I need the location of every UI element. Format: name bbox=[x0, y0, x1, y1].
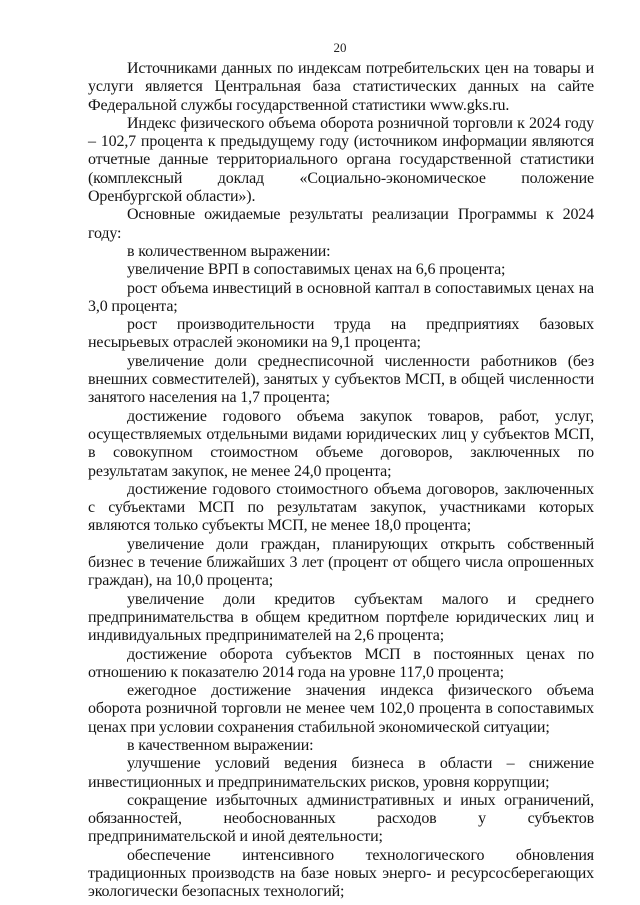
list-item: сокращение избыточных административных и иных ограничений, обязанностей, необоснованных расходов у субъектов предпринимательской и иной деятельности; bbox=[88, 791, 594, 846]
list-item: рост объема инвестиций в основной каптал в сопоставимых ценах на 3,0 процента; bbox=[88, 279, 594, 315]
document-body bbox=[88, 60, 594, 902]
list-item: достижение оборота субъектов МСП в постоянных ценах по отношению к показателю 2014 года на уровне 117,0 процента; bbox=[88, 645, 594, 681]
paragraph-expected-results: Основные ожидаемые результаты реализации Программы к 2024 году: bbox=[88, 206, 594, 242]
page-number: 20 bbox=[333, 40, 347, 55]
list-item: ежегодное достижение значения индекса физического объема оборота розничной торговли не менее чем 102,0 процента в сопоставимых ценах при условии сохранения стабильной экономической ситуации; bbox=[88, 682, 594, 736]
paragraph-retail-index: Индекс физического объема оборота розничной торговли к 2024 году – 102,7 процента к предыдущему году (источником информации являются отчетные данные территориального органа государственной статистики (комплексный доклад «Социально-экономическое положение Оренбургской области»). bbox=[88, 114, 594, 206]
list-item: достижение годового стоимостного объема договоров, заключенных с субъектами МСП по результатам закупок, участниками которых являются только субъекты МСП, не менее 18,0 процента; bbox=[88, 480, 594, 535]
list-item: увеличение доли граждан, планирующих открыть собственный бизнес в течение ближайших 3 лет (процент от общего числа опрошенных граждан), на 10,0 процента; bbox=[88, 535, 594, 590]
list-item: увеличение доли среднесписочной численности работников (без внешних совместителей), занятых у субъектов МСП, в общей численности занятого населения на 1,7 процента; bbox=[88, 352, 594, 407]
list-item: улучшение условий ведения бизнеса в области – снижение инвестиционных и предпринимательских рисков, уровня коррупции; bbox=[88, 755, 594, 791]
list-item: обеспечение интенсивного технологического обновления традиционных производств на базе новых энерго- и ресурсосберегающих экологически безопасных технологий; bbox=[88, 846, 594, 901]
list-item: достижение годового объема закупок товаров, работ, услуг, осуществляемых отдельными видами юридических лиц у субъектов МСП, в совокупном стоимостном объеме договоров, заключенных по результатам закупок, не менее 24,0 процента; bbox=[88, 407, 594, 480]
list-item: увеличение доли кредитов субъектам малого и среднего предпринимательства в общем кредитном портфеле юридических лиц и индивидуальных предпринимателей на 2,6 процента; bbox=[88, 590, 594, 645]
paragraph-qualitative-heading: в качественном выражении: bbox=[127, 736, 314, 754]
paragraph-data-sources: Источниками данных по индексам потребительских цен на товары и услуги является Центральная база статистических данных на сайте Федеральной службы государственной статистики www.gks.ru. bbox=[88, 60, 594, 114]
list-item: рост производительности труда на предприятиях базовых несырьевых отраслей экономики на 9,1 процента; bbox=[88, 316, 594, 352]
list-item: увеличение ВРП в сопоставимых ценах на 6,6 процента; bbox=[127, 261, 506, 279]
paragraph-quantitative-heading: в количественном выражении: bbox=[127, 242, 331, 260]
